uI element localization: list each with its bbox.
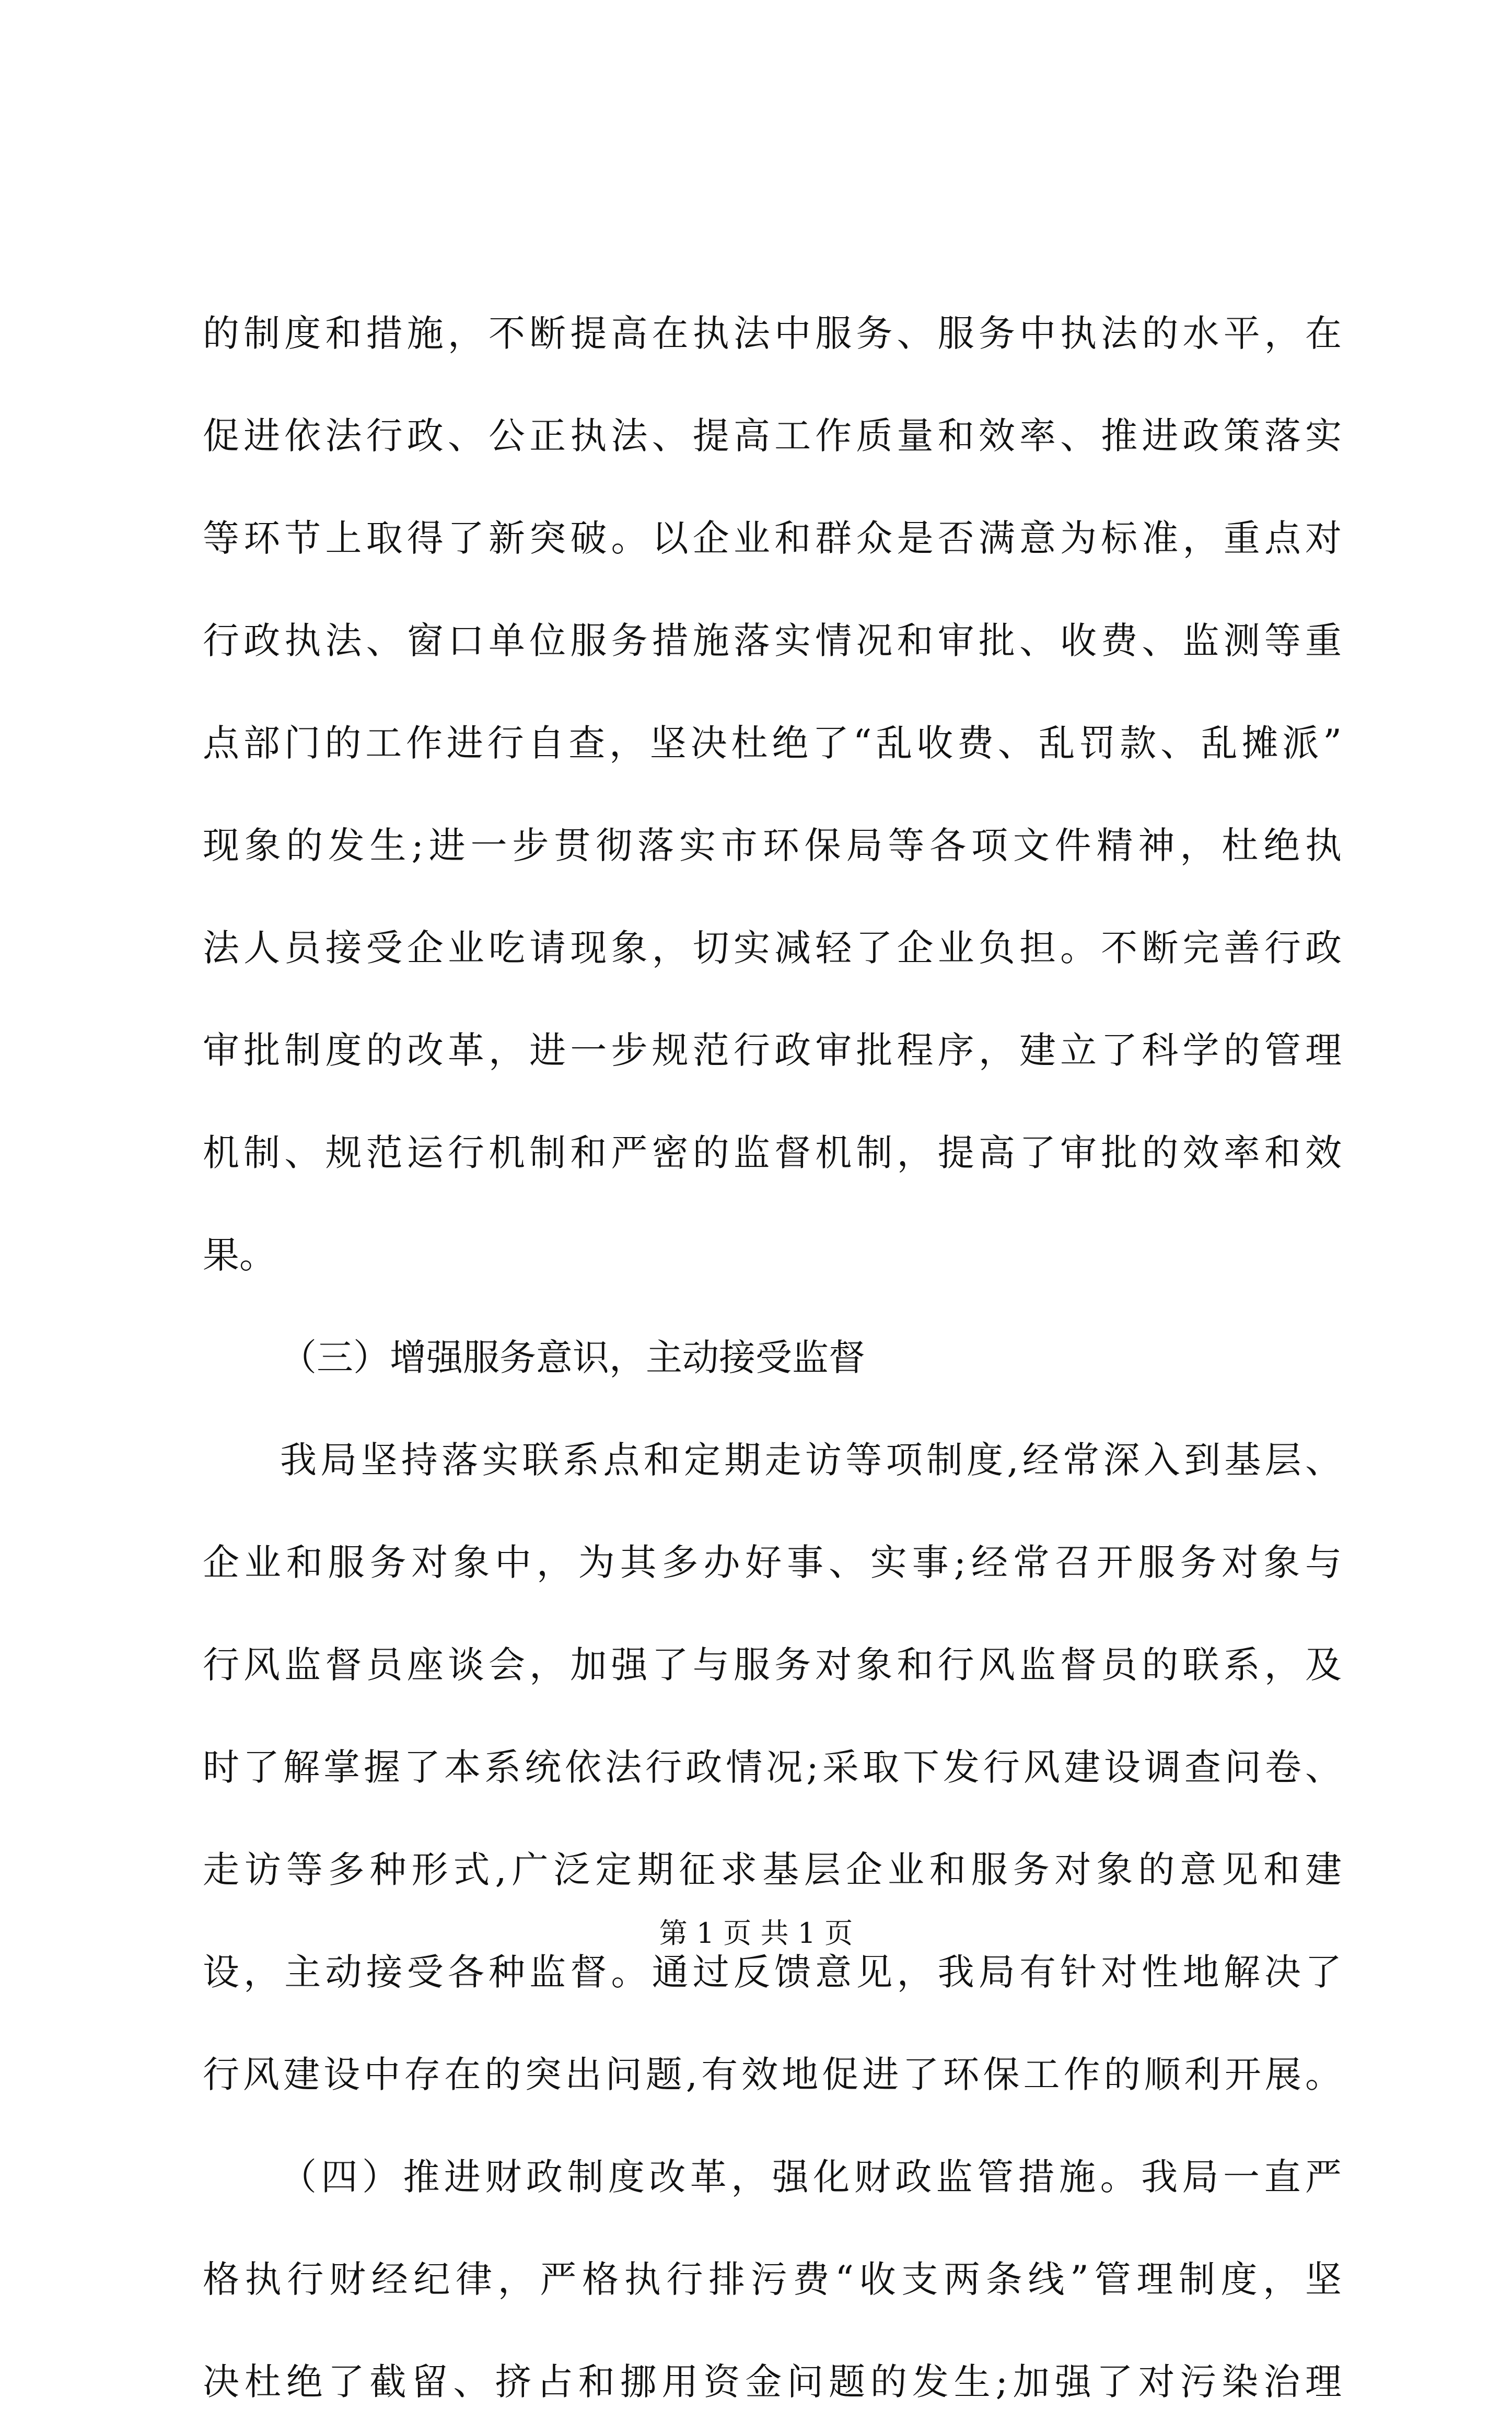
text-line: 决杜绝了截留、挤占和挪用资金问题的发生;加强了对污染治理	[203, 2360, 1342, 2403]
text-line: 设，主动接受各种监督。通过反馈意见，我局有针对性地解决了	[203, 1951, 1342, 1994]
text-line: 格执行财经纪律，严格执行排污费“收支两条线”管理制度，坚	[203, 2258, 1342, 2301]
text-line: 机制、规范运行机制和严密的监督机制，提高了审批的效率和效	[203, 1131, 1342, 1174]
page-footer: 第 1 页 共 1 页	[659, 1917, 853, 1950]
text-line: 行风建设中存在的突出问题,有效地促进了环保工作的顺利开展。	[203, 2053, 1342, 2096]
text-line: 审批制度的改革，进一步规范行政审批程序，建立了科学的管理	[203, 1029, 1342, 1072]
text-line: 企业和服务对象中，为其多办好事、实事;经常召开服务对象与	[203, 1541, 1342, 1584]
text-line: 走访等多种形式,广泛定期征求基层企业和服务对象的意见和建	[203, 1848, 1342, 1891]
text-line: （四）推进财政制度改革，强化财政监管措施。我局一直严	[280, 2156, 1342, 2198]
text-line: 促进依法行政、公正执法、提高工作质量和效率、推进政策落实	[203, 414, 1342, 457]
text-line: （三）增强服务意识，主动接受监督	[280, 1336, 865, 1379]
text-line: 的制度和措施，不断提高在执法中服务、服务中执法的水平，在	[203, 312, 1342, 355]
text-line: 行风监督员座谈会，加强了与服务对象和行风监督员的联系，及	[203, 1643, 1342, 1686]
text-line: 我局坚持落实联系点和定期走访等项制度,经常深入到基层、	[280, 1439, 1342, 1481]
text-line: 法人员接受企业吃请现象，切实减轻了企业负担。不断完善行政	[203, 926, 1342, 969]
text-line: 时了解掌握了本系统依法行政情况;采取下发行风建设调查问卷、	[203, 1746, 1342, 1789]
text-line: 现象的发生;进一步贯彻落实市环保局等各项文件精神，杜绝执	[203, 824, 1342, 867]
text-line: 等环节上取得了新突破。以企业和群众是否满意为标准，重点对	[203, 517, 1342, 560]
document-body	[203, 282, 1342, 2433]
text-line: 行政执法、窗口单位服务措施落实情况和审批、收费、监测等重	[203, 619, 1342, 662]
text-line: 果。	[203, 1234, 276, 1277]
text-line: 点部门的工作进行自查，坚决杜绝了“乱收费、乱罚款、乱摊派”	[203, 722, 1342, 764]
